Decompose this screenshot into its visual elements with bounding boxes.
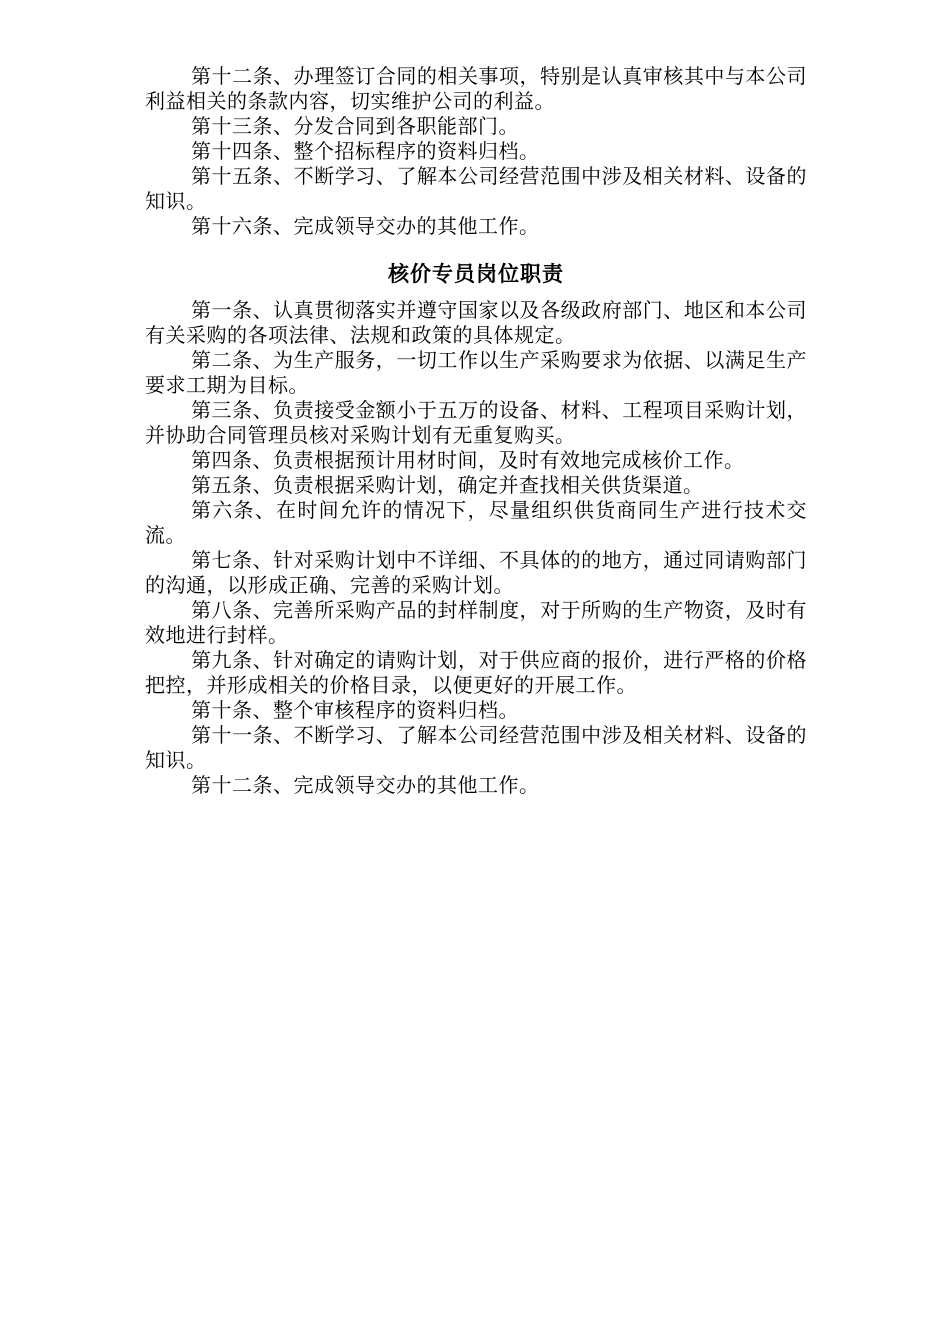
paragraph: 第一条、认真贯彻落实并遵守国家以及各级政府部门、地区和本公司有关采购的各项法律、法规和政策的具体规定。: [145, 298, 807, 347]
paragraph: 第十条、整个审核程序的资料归档。: [191, 698, 519, 722]
section-title: 核价专员岗位职责: [388, 262, 564, 286]
paragraph: 第八条、完善所采购产品的封样制度，对于所购的生产物资，及时有效地进行封样。: [145, 598, 807, 647]
paragraph: 第九条、针对确定的请购计划，对于供应商的报价，进行严格的价格把控，并形成相关的价格目录，以便更好的开展工作。: [145, 648, 807, 697]
document-page: [145, 64, 807, 798]
paragraph: 第十二条、办理签订合同的相关事项，特别是认真审核其中与本公司利益相关的条款内容，切实维护公司的利益。: [145, 64, 807, 113]
paragraph: 第六条、在时间允许的情况下，尽量组织供货商同生产进行技术交流。: [145, 498, 807, 547]
paragraph: 第七条、针对采购计划中不详细、不具体的的地方，通过同请购部门的沟通，以形成正确、完善的采购计划。: [145, 548, 807, 597]
paragraph: 第四条、负责根据预计用材时间，及时有效地完成核价工作。: [191, 448, 745, 472]
paragraph: 第十四条、整个招标程序的资料归档。: [191, 139, 540, 163]
section-previous-duties: [145, 64, 807, 239]
paragraph: 第五条、负责根据采购计划，确定并查找相关供货渠道。: [191, 473, 704, 497]
paragraph: 第十六条、完成领导交办的其他工作。: [191, 214, 540, 238]
paragraph: 第十五条、不断学习、了解本公司经营范围中涉及相关材料、设备的知识。: [145, 164, 807, 213]
paragraph: 第十二条、完成领导交办的其他工作。: [191, 773, 540, 797]
paragraph: 第二条、为生产服务，一切工作以生产采购要求为依据、以满足生产要求工期为目标。: [145, 348, 807, 397]
section-pricing-specialist-duties: [145, 298, 807, 798]
paragraph: 第三条、负责接受金额小于五万的设备、材料、工程项目采购计划，并协助合同管理员核对采购计划有无重复购买。: [145, 398, 807, 447]
paragraph: 第十一条、不断学习、了解本公司经营范围中涉及相关材料、设备的知识。: [145, 723, 807, 772]
paragraph: 第十三条、分发合同到各职能部门。: [191, 114, 519, 138]
